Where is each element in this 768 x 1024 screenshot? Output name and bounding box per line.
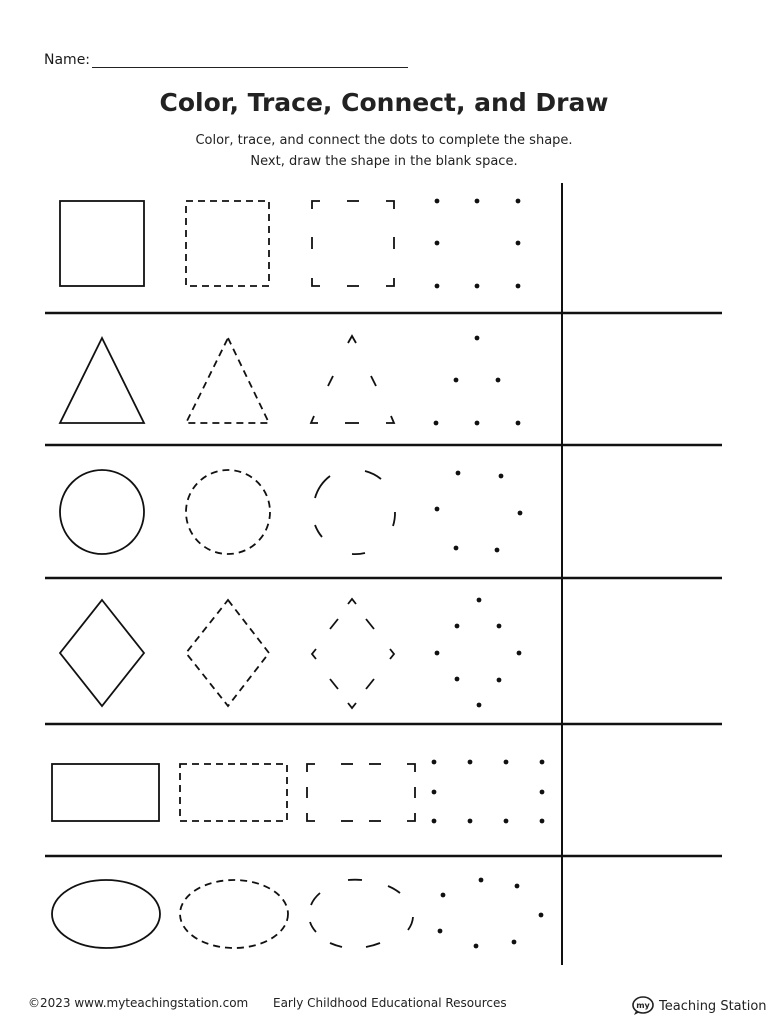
dot [441, 893, 446, 898]
dot [456, 471, 461, 476]
dot [496, 378, 501, 383]
footer-tagline: Early Childhood Educational Resources [273, 996, 507, 1010]
dot [475, 336, 480, 341]
dot [540, 790, 545, 795]
instruction-line-2: Next, draw the shape in the blank space. [250, 154, 518, 169]
dot [504, 760, 509, 765]
dot [516, 421, 521, 426]
teaching-station-logo-icon [632, 996, 656, 1016]
circle-solid-shape [60, 470, 144, 554]
dot [435, 284, 440, 289]
dot [435, 651, 440, 656]
dot [432, 760, 437, 765]
dot-patterns [432, 199, 545, 949]
page-title: Color, Trace, Connect, and Draw [159, 88, 609, 117]
dot [516, 284, 521, 289]
diamond-partial-shape [312, 599, 394, 708]
instruction-line-1: Color, trace, and connect the dots to complete the shape. [195, 133, 573, 148]
dot [540, 760, 545, 765]
rectangle-dashed-shape [180, 764, 287, 821]
dot [455, 677, 460, 682]
dot [495, 548, 500, 553]
dot [477, 598, 482, 603]
dot [454, 546, 459, 551]
brand-name: Teaching Station [659, 998, 767, 1014]
dot [438, 929, 443, 934]
oval-solid-shape [52, 880, 160, 948]
dot [468, 760, 473, 765]
dot [435, 241, 440, 246]
oval-partial-shape [310, 880, 413, 947]
dot [435, 199, 440, 204]
diamond-solid-shape [60, 600, 144, 706]
dot [515, 884, 520, 889]
dot [517, 651, 522, 656]
dot [454, 378, 459, 383]
svg-text:my: my [636, 1001, 650, 1010]
dot [455, 624, 460, 629]
dot [435, 507, 440, 512]
dot [479, 878, 484, 883]
rectangle-solid-shape [52, 764, 159, 821]
dot [434, 421, 439, 426]
dot [475, 421, 480, 426]
triangle-solid-shape [60, 338, 144, 423]
name-label: Name: [44, 52, 91, 68]
dot [512, 940, 517, 945]
dot [540, 819, 545, 824]
dot [474, 944, 479, 949]
dot [477, 703, 482, 708]
dot [468, 819, 473, 824]
dot [504, 819, 509, 824]
circle-dashed-shape [186, 470, 270, 554]
triangle-partial-shape [311, 336, 394, 423]
dot [516, 241, 521, 246]
square-partial-shape [312, 201, 394, 286]
dot [539, 913, 544, 918]
rectangle-partial-shape [307, 764, 415, 821]
dot [475, 284, 480, 289]
dot [497, 678, 502, 683]
oval-dashed-shape [180, 880, 288, 948]
brand-logo [632, 996, 767, 1016]
dot [475, 199, 480, 204]
square-solid-shape [60, 201, 144, 286]
dot [432, 790, 437, 795]
square-dashed-shape [186, 201, 269, 286]
dot [518, 511, 523, 516]
triangle-dashed-shape [186, 338, 269, 423]
dot [432, 819, 437, 824]
dot [499, 474, 504, 479]
diamond-dashed-shape [186, 600, 269, 706]
dot [497, 624, 502, 629]
circle-partial-shape [315, 471, 395, 554]
dot [516, 199, 521, 204]
footer-copyright: ©2023 www.myteachingstation.com [28, 996, 249, 1010]
